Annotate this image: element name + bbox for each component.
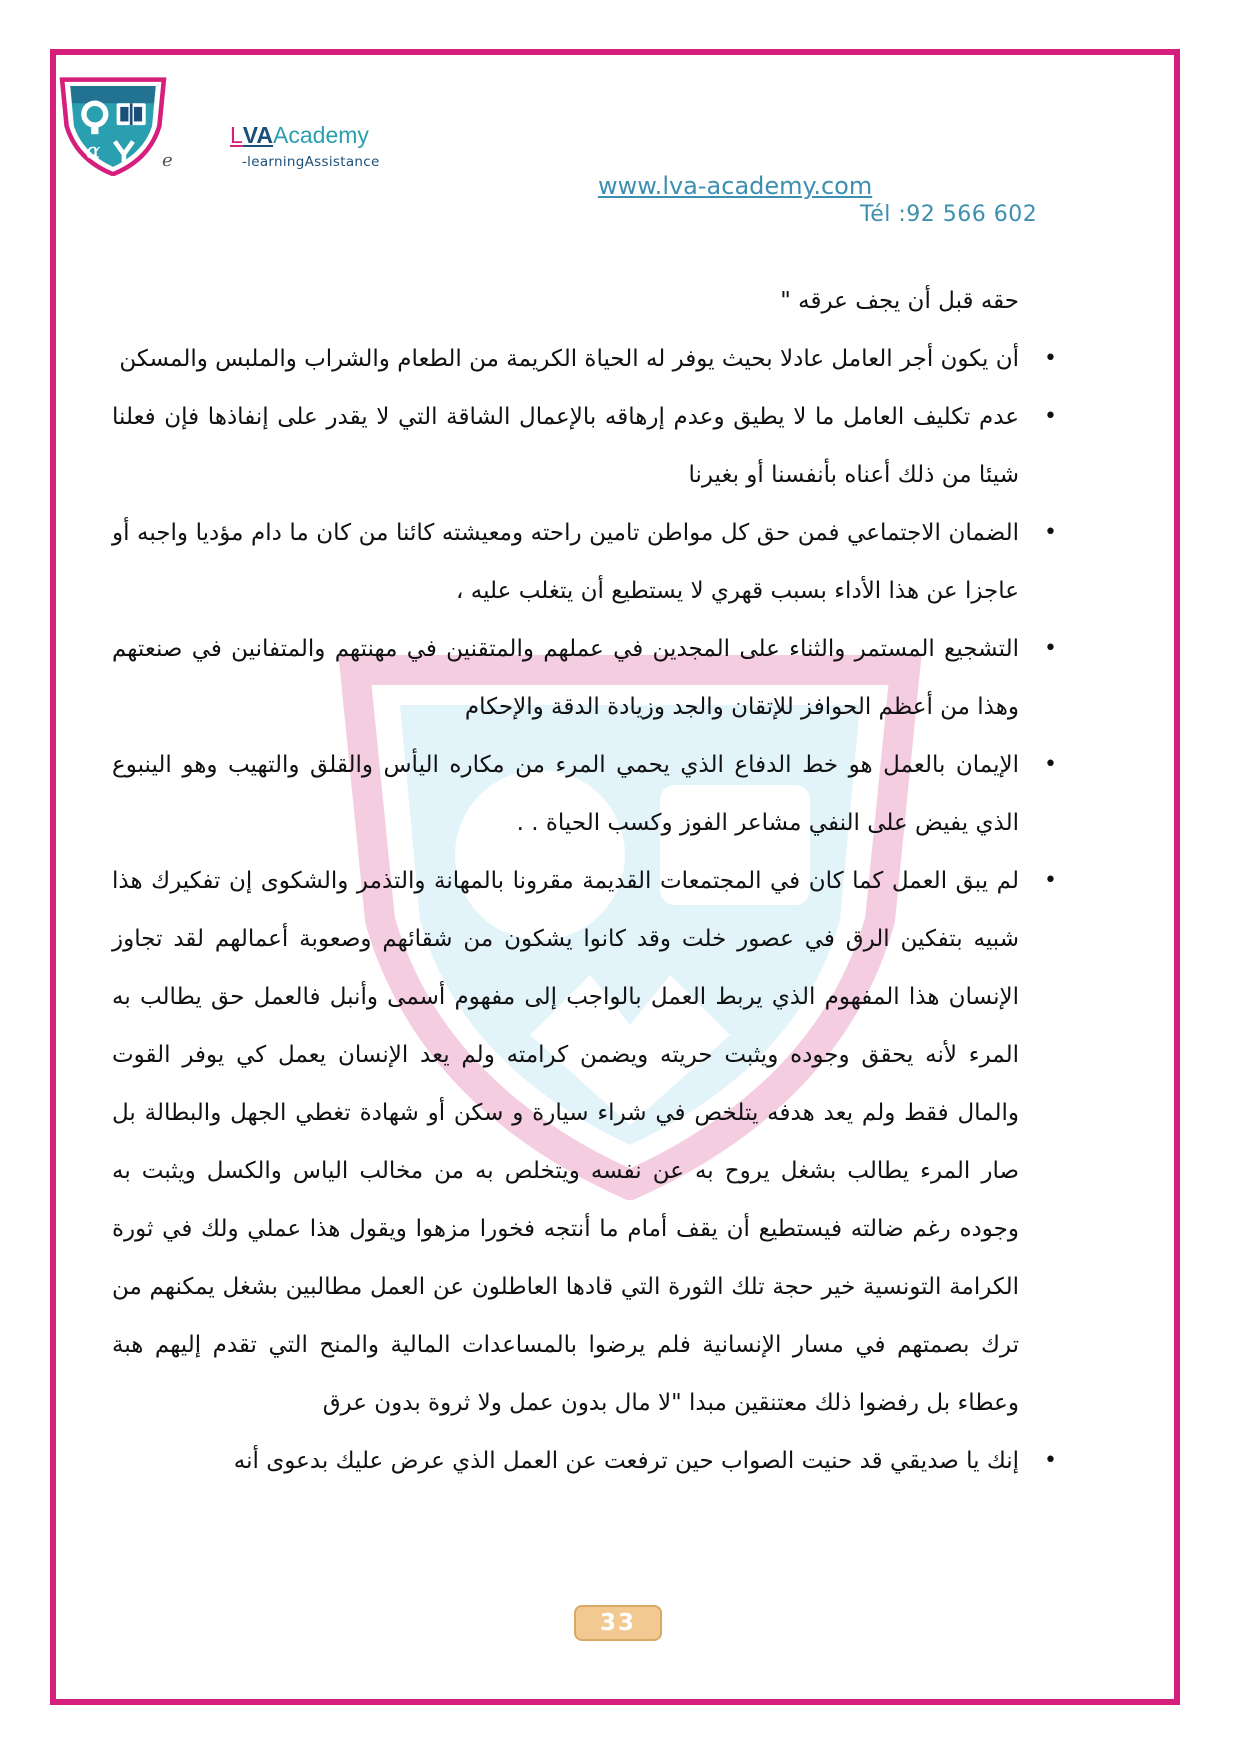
phone-number: Tél :92 566 602 (860, 202, 1038, 227)
bullet-icon: • (1044, 868, 1057, 893)
academy-logo-icon (56, 76, 170, 176)
list-item (112, 736, 1057, 852)
bullet-icon: • (1044, 520, 1057, 545)
list-item-text: أن يكون أجر العامل عادلا بحيث يوفر له الحياة الكريمة من الطعام والشراب والملبس والمسكن (119, 346, 1019, 372)
brand-va: VA (242, 122, 274, 148)
bullet-icon: • (1044, 752, 1057, 777)
list-item (112, 388, 1057, 504)
svg-text:α: α (85, 138, 101, 164)
bullet-icon: • (1044, 1448, 1057, 1473)
website-link[interactable]: www.lva-academy.com (598, 172, 873, 200)
intro-line: حقه قبل أن يجف عرقه " (780, 288, 1019, 314)
brand-l: L (230, 122, 243, 148)
brand-name (230, 122, 369, 148)
list-item-text: عدم تكليف العامل ما لا يطيق وعدم إرهاقه بالإعمال الشاقة التي لا يقدر على إنفاذها فإن فعلنا شيئا من ذلك أعناه بأنفسنا أو بغيرنا (112, 404, 1019, 488)
brand-tagline: -learningAssistance (242, 154, 380, 170)
bullet-list (112, 330, 1057, 1490)
list-item (112, 852, 1057, 1432)
article-body (112, 272, 1057, 1490)
list-item (112, 330, 1057, 388)
list-item (112, 1432, 1057, 1490)
list-item-text: التشجيع المستمر والثناء على المجدين في عملهم والمتقنين في مهنتهم والمتفانين في صنعتهم وهذا من أعظم الحوافز للإتقان والجد وزيادة الدقة والإحكام (112, 636, 1019, 720)
list-item (112, 620, 1057, 736)
list-item-text: إنك يا صديقي قد حنيت الصواب حين ترفعت عن العمل الذي عرض عليك بدعوى أنه (233, 1448, 1019, 1474)
brand-academy: Academy (273, 122, 369, 148)
bullet-icon: • (1044, 346, 1057, 371)
page-number-badge: 33 (574, 1605, 662, 1641)
bullet-icon: • (1044, 636, 1057, 661)
bullet-icon: • (1044, 404, 1057, 429)
list-item-text: الضمان الاجتماعي فمن حق كل مواطن تامين راحته ومعيشته كائنا من كان ما دام مؤديا واجبه أو عاجزا عن هذا الأداء بسبب قهري لا يستطيع أن يتغلب عليه ، (112, 520, 1019, 604)
list-item (112, 504, 1057, 620)
list-item-text: الإيمان بالعمل هو خط الدفاع الذي يحمي المرء من مكاره اليأس والقلق والتهيب وهو الينبوع الذي يفيض على النفي مشاعر الفوز وكسب الحياة . . (112, 752, 1019, 836)
logo-e-letter: e (162, 150, 173, 171)
list-item-text: لم يبق العمل كما كان في المجتمعات القديمة مقرونا بالمهانة والتذمر والشكوى إن تفكيرك هذا شبيه بتفكين الرق في عصور خلت وقد كانوا يشكون من شقائهم وصعوبة أعمالهم لقد تجاوز الإنسان هذا المفهوم الذي يربط العمل بالواجب إلى مفهوم أسمى وأنبل فالعمل حق يطالب به المرء لأنه يحقق وجوده ويثبت حريته ويضمن كرامته ولم يعد الإنسان يعمل كي يوفر القوت والمال فقط ولم يعد هدفه يتلخص في شراء سيارة و سكن أو شهادة تغطي الجهل والبطالة بل صار المرء يطالب بشغل يروح به عن نفسه ويتخلص به من مخالب الياس والكسل ويثبت به وجوده رغم ضالته فيستطيع أن يقف أمام ما أنتجه فخورا مزهوا ويقول هذا عملي ولك في ثورة الكرامة التونسية خير حجة تلك الثورة التي قادها العاطلون عن العمل مطالبين بشغل يمكنهم من ترك بصمتهم في مسار الإنسانية فلم يرضوا بالمساعدات المالية والمنح التي تقدم إليهم هبة وعطاء بل رفضوا ذلك معتنقين مبدا "لا مال بدون عمل ولا ثروة بدون عرق (112, 868, 1019, 1416)
